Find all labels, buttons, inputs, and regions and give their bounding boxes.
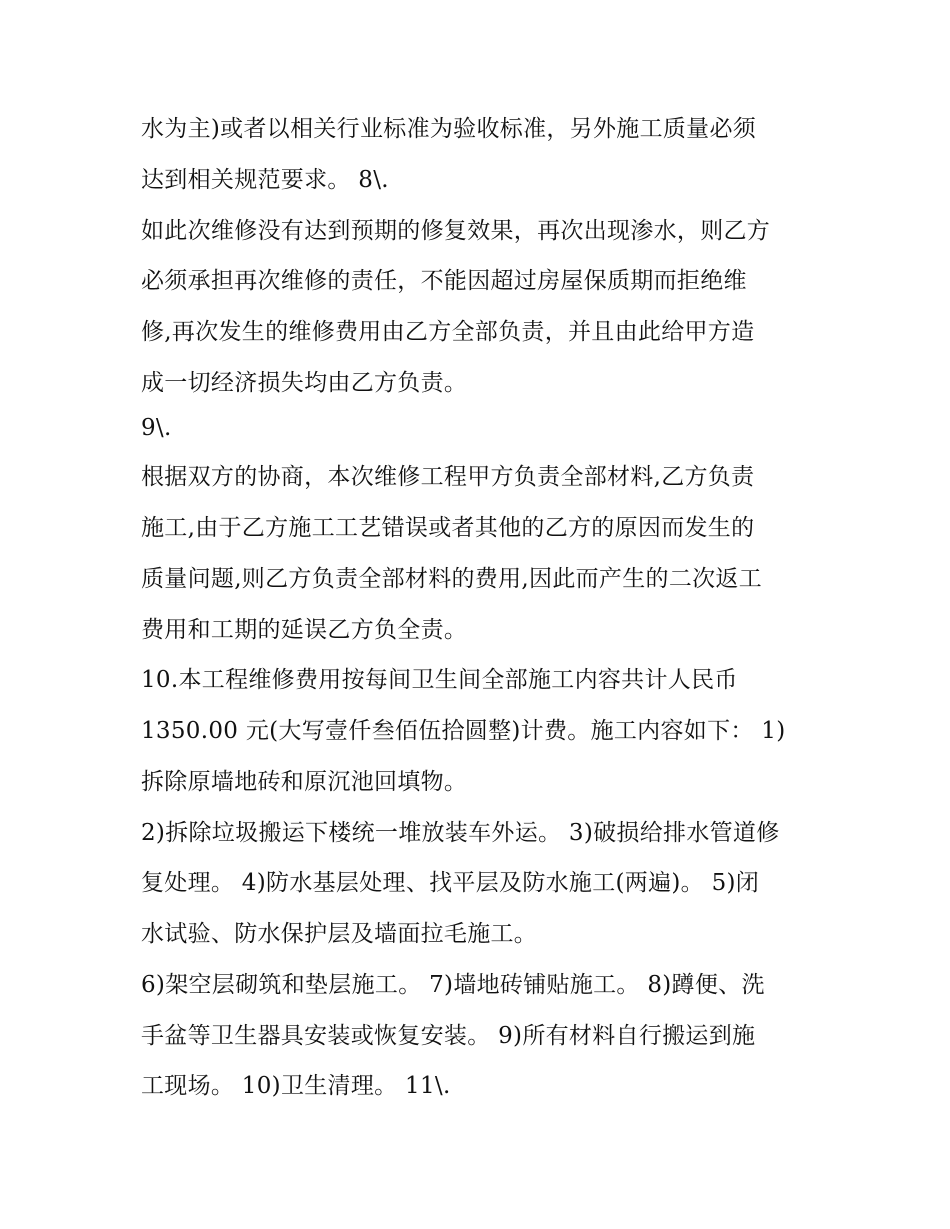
text-line: 拆除原墙地砖和原沉池回填物。 [141, 769, 468, 795]
text-line: 6)架空层砌筑和垫层施工。 7)墙地砖铺贴施工。 8)蹲便、洗 [141, 972, 765, 998]
text-line: 修,再次发生的维修费用由乙方全部负责，并且由此给甲方造 [141, 319, 755, 345]
text-line: 施工,由于乙方施工工艺错误或者其他的乙方的原因而发生的 [141, 515, 755, 541]
text-line: 根据双方的协商，本次维修工程甲方负责全部材料,乙方负责 [141, 464, 755, 490]
text-line: 9\. [141, 415, 172, 441]
text-line: 质量问题,则乙方负责全部材料的费用,因此而产生的二次返工 [141, 566, 763, 592]
text-line: 达到相关规范要求。 8\. [141, 167, 389, 193]
text-line: 工现场。 10)卫生清理。 11\. [141, 1073, 451, 1099]
text-line: 复处理。 4)防水基层处理、找平层及防水施工(两遍)。 5)闭 [141, 870, 760, 896]
text-line: 手盆等卫生器具安装或恢复安装。 9)所有材料自行搬运到施 [141, 1023, 756, 1049]
text-line: 1350.00 元(大写壹仟叁佰伍拾圆整)计费。施工内容如下： 1) [141, 718, 786, 744]
text-line: 成一切经济损失均由乙方负责。 [141, 370, 468, 396]
text-line: 费用和工期的延误乙方负全责。 [141, 617, 468, 643]
text-line: 2)拆除垃圾搬运下楼统一堆放装车外运。 3)破损给排水管道修 [141, 820, 780, 846]
text-line: 必须承担再次维修的责任，不能因超过房屋保质期而拒绝维 [141, 268, 747, 294]
text-line: 10.本工程维修费用按每间卫生间全部施工内容共计人民币 [141, 667, 738, 693]
text-line: 水为主)或者以相关行业标准为验收标准，另外施工质量必须 [141, 116, 757, 142]
text-line: 如此次维修没有达到预期的修复效果，再次出现渗水，则乙方 [141, 218, 771, 244]
text-line: 水试验、防水保护层及墙面拉毛施工。 [141, 921, 538, 947]
